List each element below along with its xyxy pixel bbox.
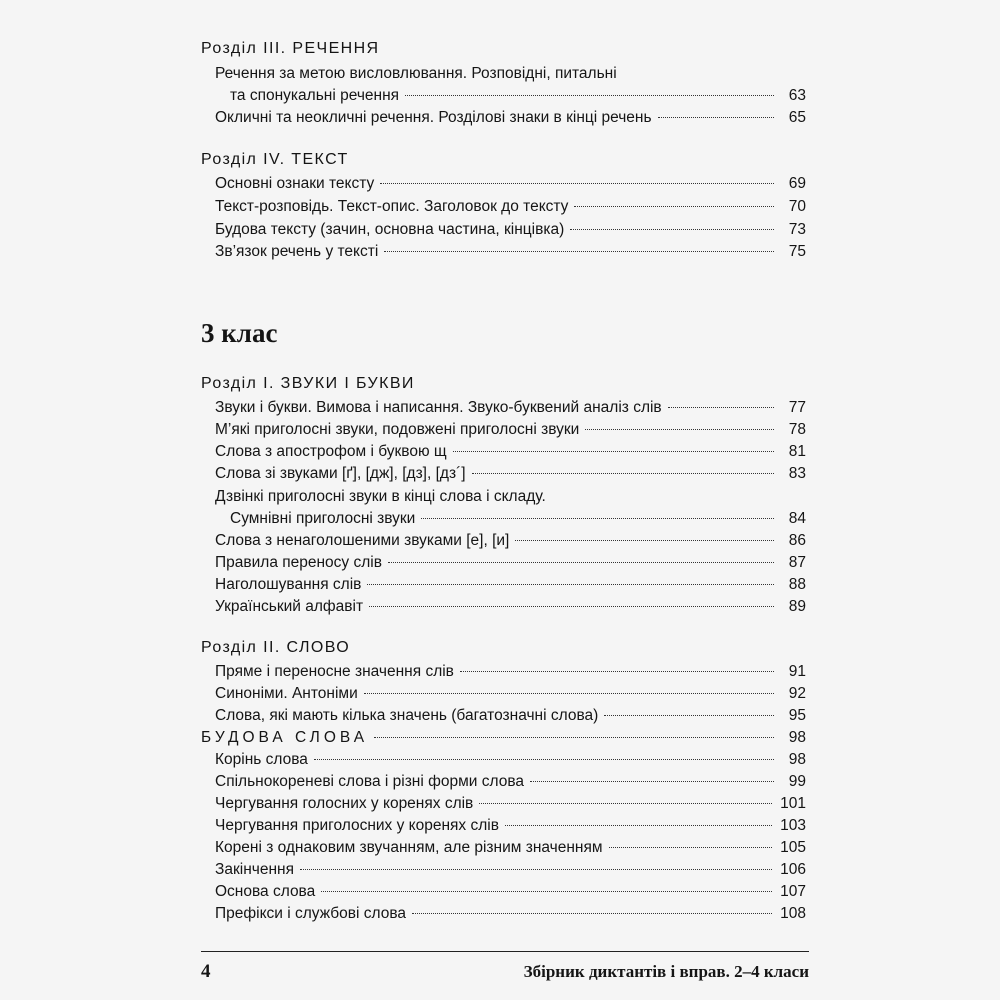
toc-entry-title: Пряме і переносне значення слів	[215, 663, 454, 680]
toc-page-number: 98	[788, 729, 806, 746]
footer-page-number: 4	[201, 961, 211, 982]
leader-dots	[574, 205, 774, 207]
toc-entry-title: Чергування голосних у коренях слів	[215, 795, 474, 812]
leader-dots	[585, 428, 774, 430]
section-heading-zvuky-i-bukvy: Розділ I. ЗВУКИ І БУКВИ	[201, 375, 415, 392]
toc-entry[interactable]	[215, 598, 806, 620]
toc-entry-title: Префікси і службові слова	[215, 905, 407, 922]
toc-entry-title: Слова з ненаголошеними звуками [е], [и]	[215, 532, 510, 549]
leader-dots	[405, 94, 774, 96]
leader-dots	[453, 450, 774, 452]
toc-entry-title: М’які приголосні звуки, подовжені приголосні звуки	[215, 421, 580, 438]
toc-page-number: 84	[788, 510, 806, 527]
leader-dots	[412, 912, 772, 914]
toc-page-number: 69	[788, 175, 806, 192]
leader-dots	[604, 714, 774, 716]
toc-entry-line: Дзвінкі приголосні звуки в кінці слова і складу.	[215, 488, 546, 505]
toc-entry-title: Правила переносу слів	[215, 554, 382, 571]
toc-entry-title: Корінь слова	[215, 751, 308, 768]
toc-entry[interactable]	[215, 663, 806, 685]
toc-page-number: 78	[788, 421, 806, 438]
leader-dots	[364, 692, 774, 694]
toc-page-number: 73	[788, 221, 806, 238]
toc-page-number: 75	[788, 243, 806, 260]
toc-page-number: 88	[788, 576, 806, 593]
toc-entry[interactable]	[215, 751, 806, 773]
toc-page-number: 86	[788, 532, 806, 549]
leader-dots	[570, 228, 774, 230]
toc-entry-title: Сумнівні приголосні звуки	[230, 510, 416, 527]
leader-dots	[515, 539, 774, 541]
toc-page-number: 91	[788, 663, 806, 680]
toc-entry-title: Спільнокореневі слова і різні форми слова	[215, 773, 525, 790]
toc-entry[interactable]	[215, 465, 806, 487]
toc-page-number: 105	[780, 839, 806, 856]
leader-dots	[668, 406, 774, 408]
toc-page-number: 107	[780, 883, 806, 900]
toc-entry[interactable]	[215, 109, 806, 131]
toc-entry[interactable]	[215, 883, 806, 905]
toc-entry[interactable]	[215, 905, 806, 927]
toc-entry-line: Речення за метою висловлювання. Розповідні, питальні	[215, 65, 617, 82]
toc-entry-title: Український алфавіт	[215, 598, 364, 615]
leader-dots	[321, 890, 772, 892]
toc-entry-title: БУДОВА СЛОВА	[201, 729, 369, 746]
toc-entry-title: Текст-розповідь. Текст-опис. Заголовок до тексту	[215, 198, 569, 215]
leader-dots	[530, 780, 774, 782]
toc-entry[interactable]	[215, 861, 806, 883]
leader-dots	[384, 250, 774, 252]
toc-entry-title: Слова з апострофом і буквою щ	[215, 443, 447, 460]
toc-entry[interactable]	[215, 707, 806, 729]
toc-entry-title: Окличні та неокличні речення. Розділові знаки в кінці речень	[215, 109, 652, 126]
toc-entry-title: Зв’язок речень у тексті	[215, 243, 379, 260]
leader-dots	[460, 670, 774, 672]
toc-page-number: 87	[788, 554, 806, 571]
leader-dots	[609, 846, 773, 848]
toc-page-number: 108	[780, 905, 806, 922]
toc-entry-budova-slova[interactable]	[201, 729, 806, 751]
toc-entry[interactable]	[215, 421, 806, 443]
toc-page-number: 65	[788, 109, 806, 126]
toc-page-number: 83	[788, 465, 806, 482]
toc-page-number: 92	[788, 685, 806, 702]
leader-dots	[300, 868, 772, 870]
toc-entry-title: Наголошування слів	[215, 576, 362, 593]
leader-dots	[380, 182, 774, 184]
leader-dots	[421, 517, 774, 519]
toc-entry-title: Будова тексту (зачин, основна частина, кінцівка)	[215, 221, 565, 238]
toc-entry[interactable]	[215, 243, 806, 265]
toc-page-number: 98	[788, 751, 806, 768]
toc-page-number: 63	[788, 87, 806, 104]
toc-page-number: 101	[780, 795, 806, 812]
toc-page-number: 81	[788, 443, 806, 460]
toc-entry[interactable]	[215, 576, 806, 598]
leader-dots	[658, 116, 774, 118]
toc-entry[interactable]	[215, 198, 806, 220]
leader-dots	[374, 736, 774, 738]
toc-entry[interactable]	[230, 510, 806, 532]
toc-page-number: 77	[788, 399, 806, 416]
toc-page-number: 70	[788, 198, 806, 215]
toc-entry[interactable]	[215, 443, 806, 465]
toc-entry[interactable]	[215, 532, 806, 554]
leader-dots	[367, 583, 774, 585]
leader-dots	[388, 561, 774, 563]
toc-entry-title: та спонукальні речення	[230, 87, 400, 104]
toc-page-number: 103	[780, 817, 806, 834]
toc-entry-title: Слова, які мають кілька значень (багатозначні слова)	[215, 707, 599, 724]
toc-entry[interactable]	[215, 817, 806, 839]
toc-entry-title: Слова зі звуками [ґ], [дж], [дз], [дз´]	[215, 465, 466, 482]
toc-page-number: 89	[788, 598, 806, 615]
toc-entry[interactable]	[215, 685, 806, 707]
footer-book-title: Збірник диктантів і вправ. 2–4 класи	[523, 962, 809, 981]
section-heading-rechennia: Розділ III. РЕЧЕННЯ	[201, 40, 380, 57]
toc-entry-title: Закінчення	[215, 861, 294, 878]
leader-dots	[472, 472, 774, 474]
toc-entry[interactable]	[215, 773, 806, 795]
toc-page-number: 99	[788, 773, 806, 790]
toc-entry-title: Основні ознаки тексту	[215, 175, 375, 192]
section-heading-tekst: Розділ IV. ТЕКСТ	[201, 151, 349, 168]
leader-dots	[479, 802, 772, 804]
toc-entry-title: Корені з однаковим звучанням, але різним значенням	[215, 839, 603, 856]
toc-entry-title: Основа слова	[215, 883, 316, 900]
leader-dots	[369, 605, 774, 607]
leader-dots	[314, 758, 774, 760]
toc-entry[interactable]	[215, 399, 806, 421]
toc-entry-title: Звуки і букви. Вимова і написання. Звуко-буквений аналіз слів	[215, 399, 662, 416]
toc-page-number: 106	[780, 861, 806, 878]
toc-entry[interactable]	[215, 795, 806, 817]
toc-page-number: 95	[788, 707, 806, 724]
leader-dots	[505, 824, 772, 826]
toc-entry[interactable]	[230, 87, 806, 109]
toc-entry-title: Чергування приголосних у коренях слів	[215, 817, 499, 834]
grade-heading: 3 клас	[201, 318, 278, 348]
toc-entry[interactable]	[215, 839, 806, 861]
toc-entry[interactable]	[215, 554, 806, 576]
toc-entry[interactable]	[215, 175, 806, 197]
footer-divider	[201, 951, 809, 952]
toc-entry[interactable]	[215, 221, 806, 243]
toc-entry-title: Синоніми. Антоніми	[215, 685, 358, 702]
section-heading-slovo: Розділ II. СЛОВО	[201, 639, 351, 656]
